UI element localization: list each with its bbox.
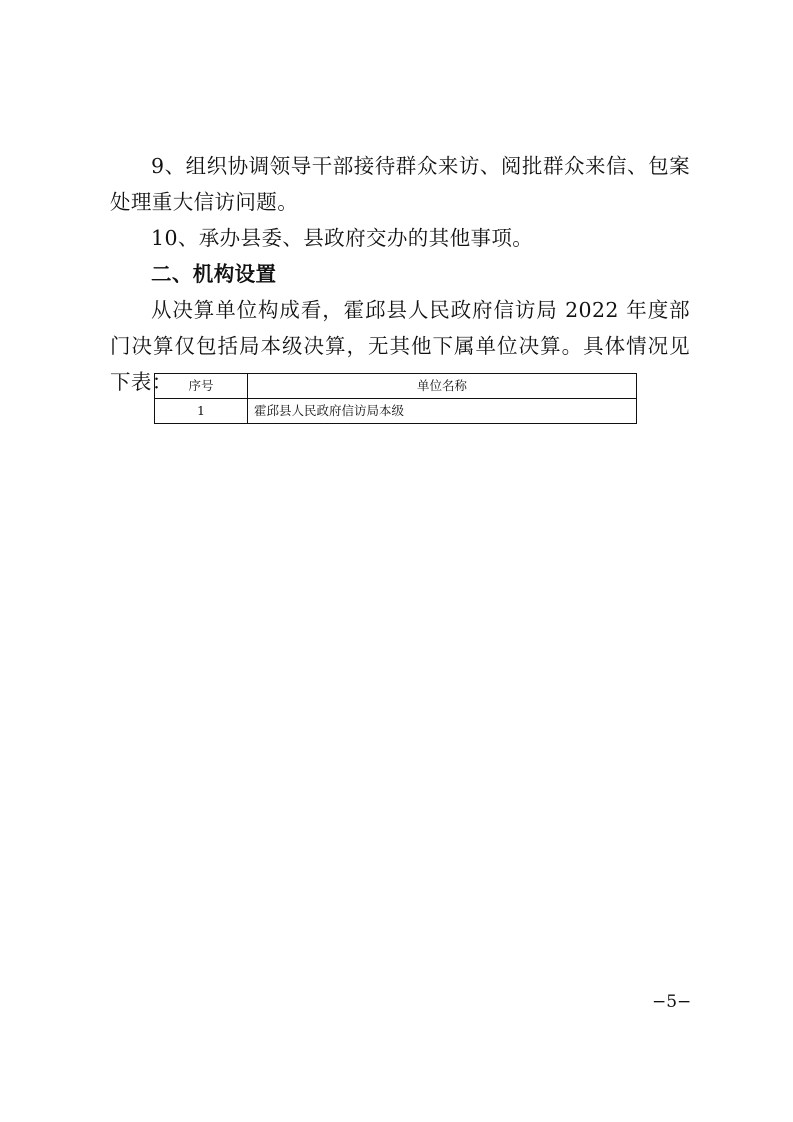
unit-table [154, 373, 637, 424]
document-body [110, 148, 690, 400]
paragraph-item-9: 9、组织协调领导干部接待群众来访、阅批群众来信、包案处理重大信访问题。 [110, 154, 690, 214]
table-row [155, 399, 637, 424]
cell-serial: 1 [155, 399, 248, 424]
paragraph-organization-body: 从决算单位构成看，霍邱县人民政府信访局 2022 年度部门决算仅包括局本级决算，无其他下属单位决算。具体情况见下表： [110, 298, 690, 394]
cell-unit-name: 霍邱县人民政府信访局本级 [248, 399, 637, 424]
page-number: −5− [652, 992, 692, 1012]
column-header-serial: 序号 [155, 374, 248, 399]
table-header-row [155, 374, 637, 399]
paragraph-item-10: 10、承办县委、县政府交办的其他事项。 [151, 226, 534, 250]
section-heading-organization: 二、机构设置 [151, 262, 277, 286]
column-header-unit-name: 单位名称 [248, 374, 637, 399]
